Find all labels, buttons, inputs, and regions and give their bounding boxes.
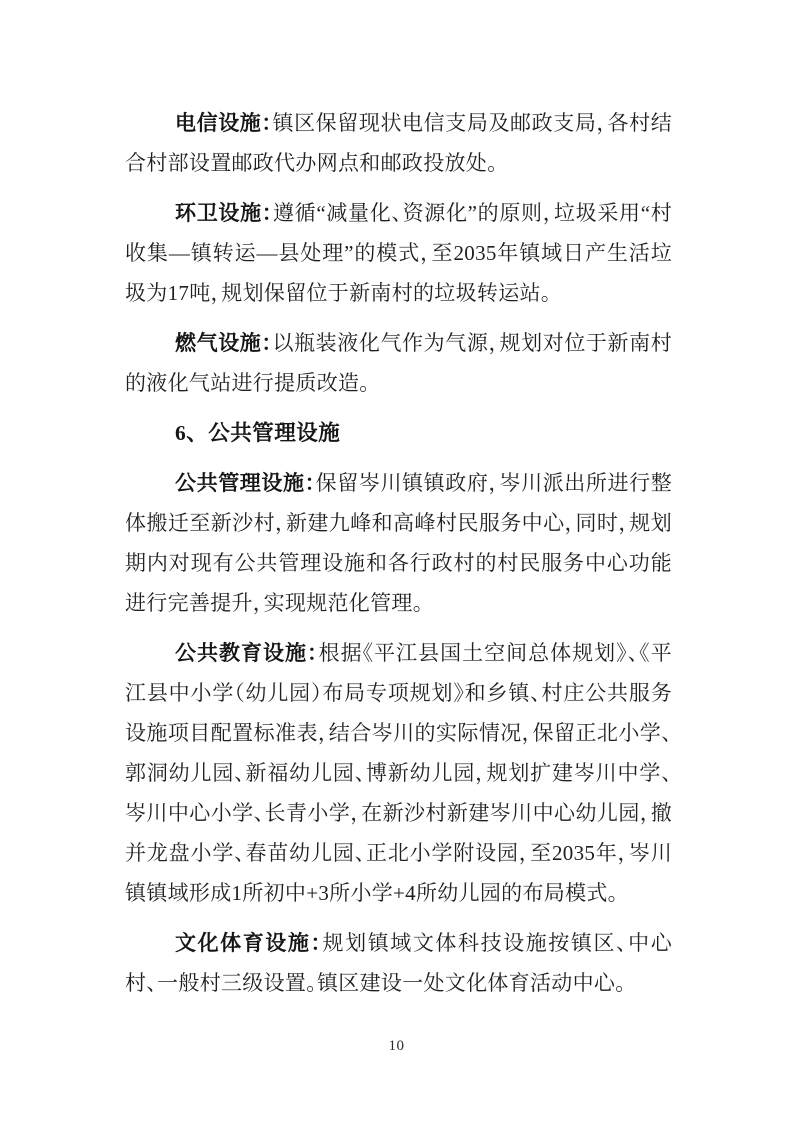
section-heading-public-management: 6、公共管理设施 [175,421,341,445]
document-body [125,103,672,1013]
page-footer [0,1037,793,1055]
facility-label-culture-sports: 文化体育设施： [175,931,323,955]
facility-label-sanitation: 环卫设施： [175,201,273,225]
facility-label-public-education: 公共教育设施： [175,641,319,665]
paragraph-text-public-education: 根据《平江县国土空间总体规划》、《平江县中小学（幼儿园）布局专项规划》和乡镇、村庄公共服务设施项目配置标准表，结合岑川的实际情况，保留正北小学、郭洞幼儿园、新福幼儿园、博新幼儿园，规划扩建岑川中学、岑川中心小学、长青小学，在新沙村新建岑川中心幼儿园，撤并龙盘小学、春苗幼儿园、正北小学附设园，至2035年，岑川镇镇域形成1所初中+3所小学+4所幼儿园的布局模式。 [125,641,672,905]
page-number: 10 [388,1038,405,1054]
paragraph-text-public-management: 保留岑川镇镇政府，岑川派出所进行整体搬迁至新沙村，新建九峰和高峰村民服务中心，同时，规划期内对现有公共管理设施和各行政村的村民服务中心功能进行完善提升，实现规范化管理。 [125,471,672,615]
paragraph-sanitation-facilities [125,193,672,313]
paragraph-public-management [125,463,672,623]
paragraph-culture-sports [125,923,672,1003]
paragraph-text-sanitation: 遵循“减量化、资源化”的原则，垃圾采用“村收集—镇转运—县处理”的模式，至2035年镇域日产生活垃圾为17吨，规划保留位于新南村的垃圾转运站。 [125,201,673,305]
paragraph-gas-facilities [125,323,672,403]
facility-label-gas: 燃气设施： [175,331,273,355]
facility-label-public-management: 公共管理设施： [175,471,316,495]
facility-label-telecom: 电信设施： [175,111,273,135]
paragraph-text-telecom: 镇区保留现状电信支局及邮政支局，各村结合村部设置邮政代办网点和邮政投放处。 [125,111,673,175]
paragraph-public-education [125,633,672,913]
paragraph-text-culture-sports: 规划镇域文体科技设施按镇区、中心村、一般村三级设置。镇区建设一处文化体育活动中心。 [125,931,672,995]
paragraph-telecom-facilities [125,103,672,183]
paragraph-text-gas: 以瓶装液化气作为气源，规划对位于新南村的液化气站进行提质改造。 [125,331,673,395]
